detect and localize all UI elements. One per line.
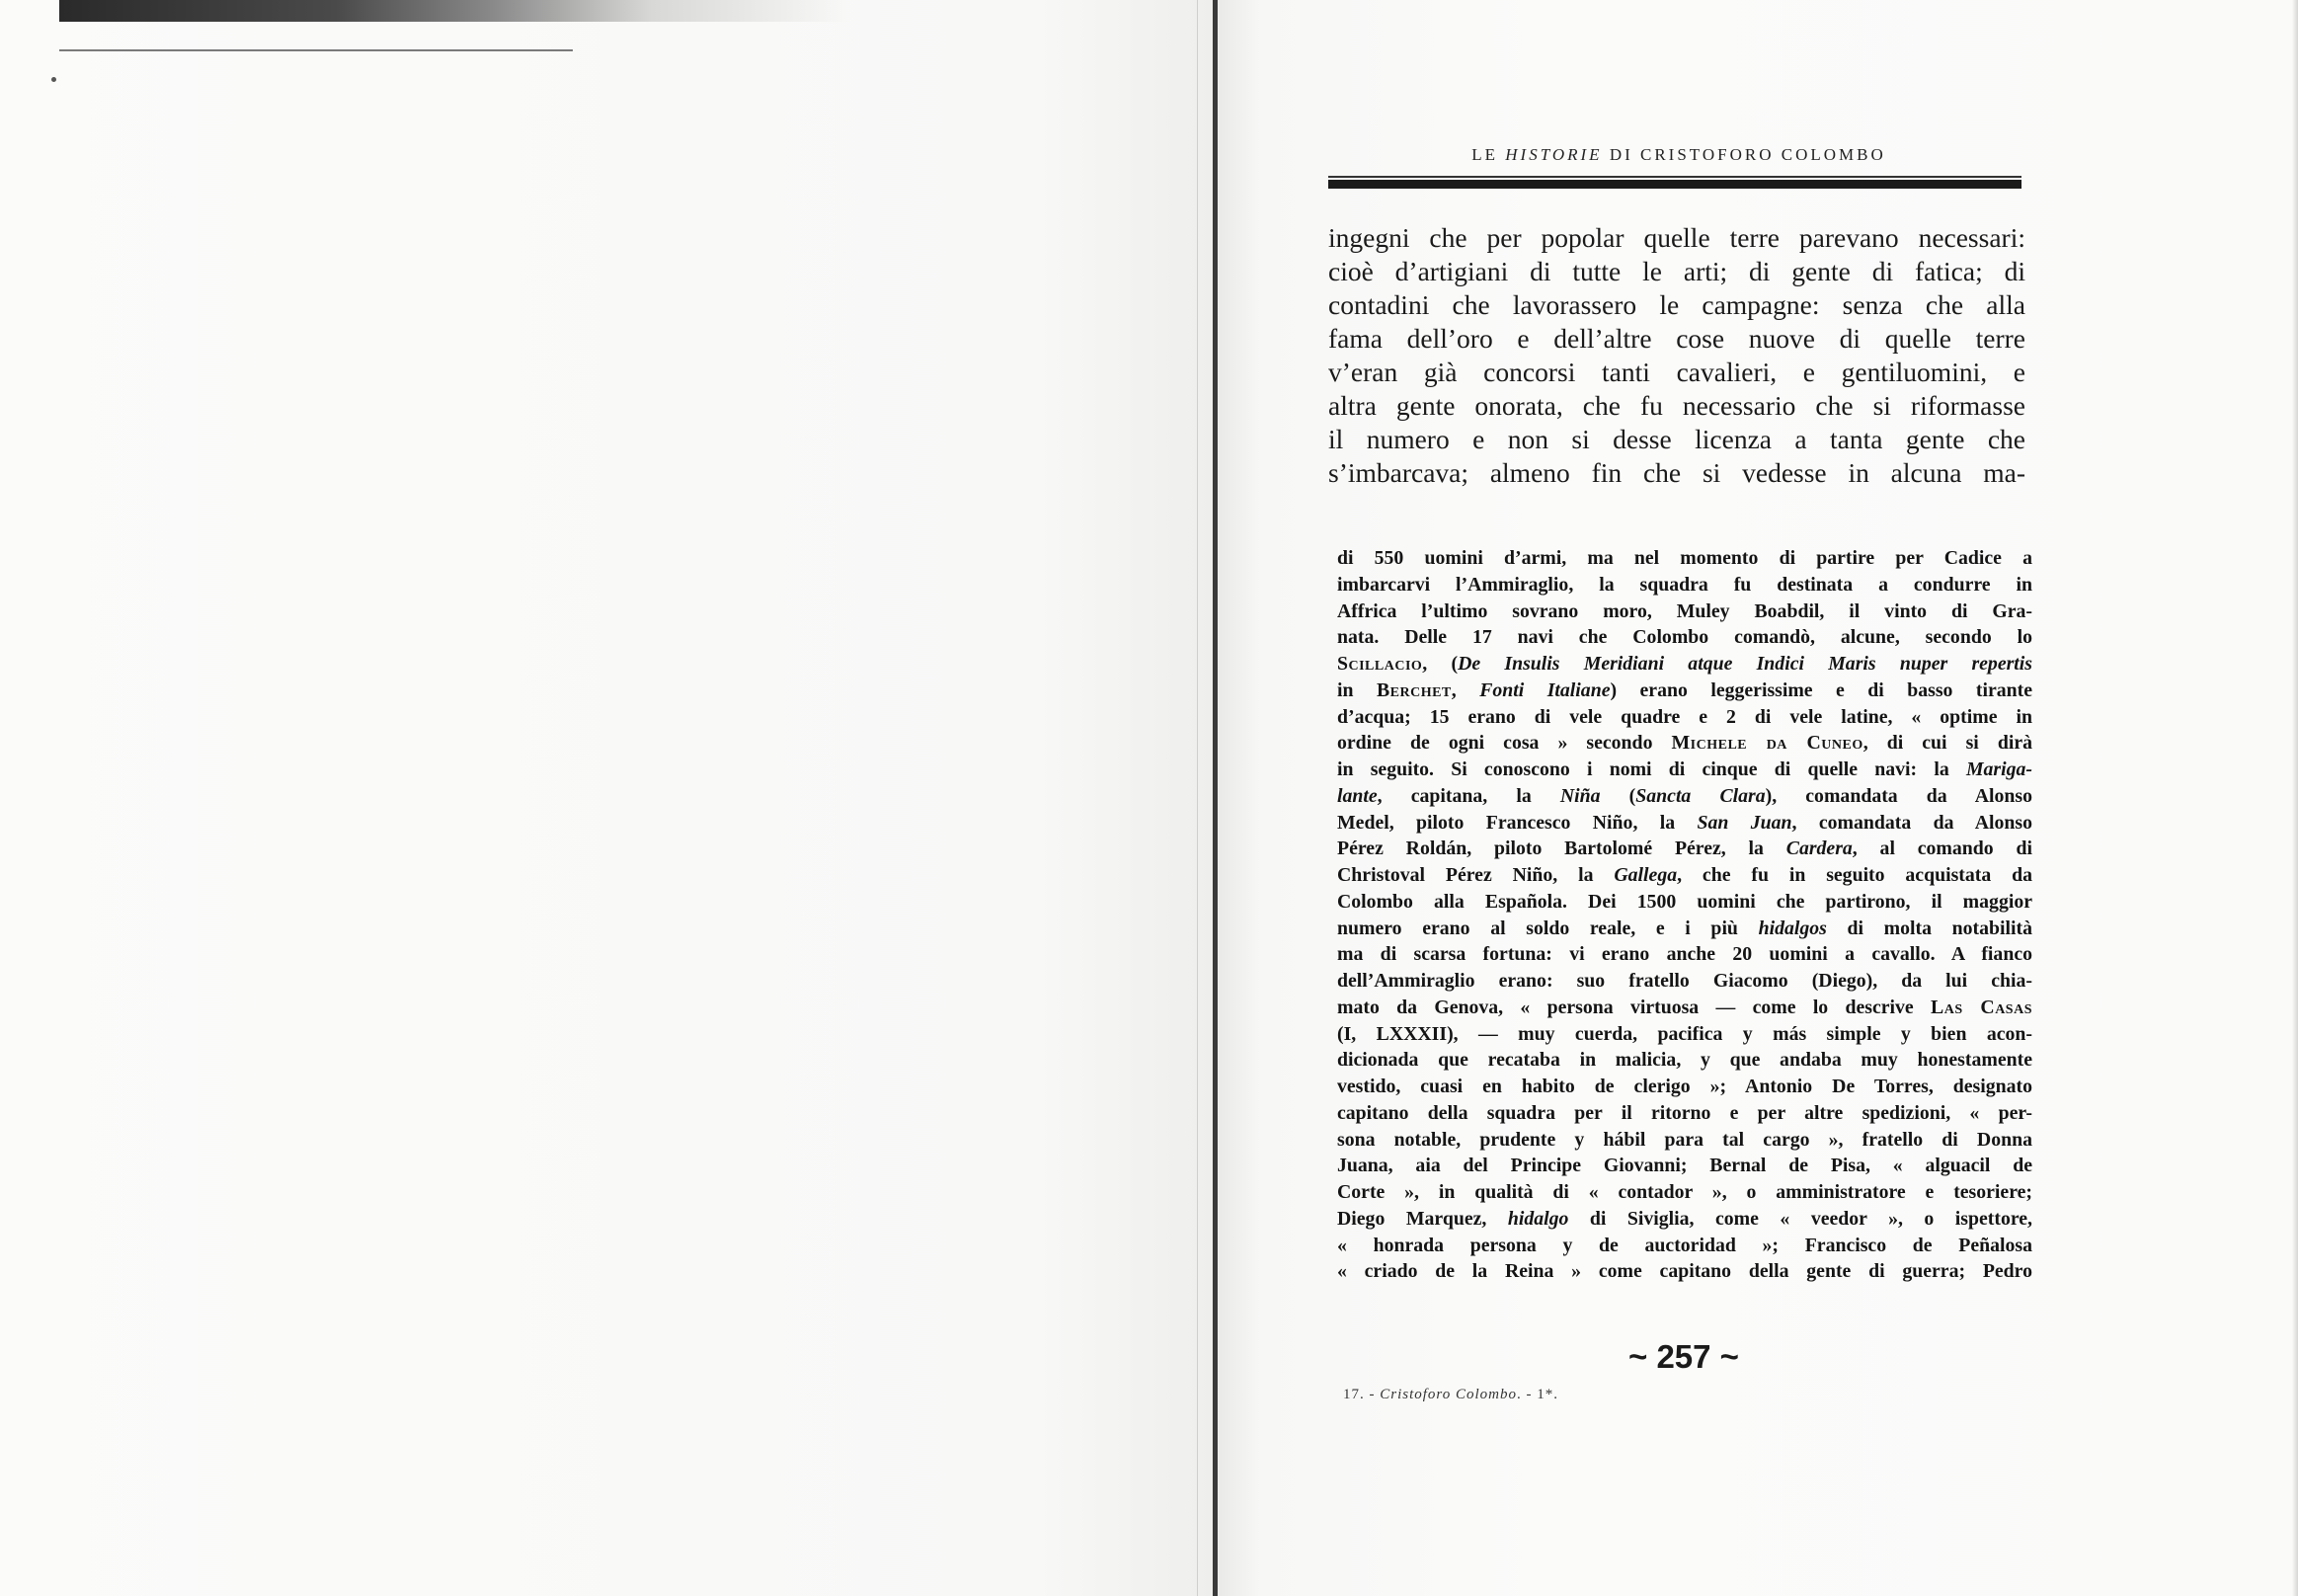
- author-berchet: Berchet: [1376, 678, 1452, 701]
- note-line: Affrica l’ultimo sovrano moro, Muley Boabdil, il vinto di Gra-: [1337, 599, 2032, 622]
- note-fragment: in: [1337, 678, 1377, 701]
- body-line: ingegni che per popolar quelle terre parevano necessari:: [1328, 222, 2025, 253]
- note-line: [1337, 730, 2032, 757]
- term-italic: hidalgos: [1758, 917, 1827, 939]
- page-number: ~ 257 ~: [1628, 1338, 1739, 1375]
- note-fragment: , capitana, la: [1377, 784, 1560, 807]
- signature-prefix: 17. -: [1343, 1387, 1381, 1402]
- note-fragment: , (: [1422, 653, 1459, 675]
- ship-name-italic: San Juan: [1697, 811, 1792, 834]
- note-fragment: di Siviglia, come « veedor », o ispettore,: [1568, 1207, 2032, 1230]
- note-title-italic: Fonti Italiane: [1479, 678, 1611, 701]
- note-fragment: ), comandata da Alonso: [1765, 784, 2032, 807]
- ship-name-italic: Sancta Clara: [1635, 784, 1766, 807]
- body-line: altra gente onorata, che fu necessario che si riformasse: [1328, 390, 2025, 421]
- note-line: [1337, 678, 2032, 704]
- note-line: [1337, 916, 2032, 942]
- ship-name-italic: lante: [1337, 784, 1378, 807]
- note-line: [1337, 757, 2032, 783]
- note-fragment: ,: [1451, 678, 1480, 701]
- note-line: ma di scarsa fortuna: vi erano anche 20 uomini a cavallo. A fianco: [1337, 943, 2032, 966]
- scan-speck: [51, 77, 56, 82]
- scan-line: [59, 49, 573, 51]
- note-line: sona notable, prudente y hábil para tal cargo », fratello di Donna: [1337, 1128, 2032, 1151]
- body-line: fama dell’oro e dell’altre cose nuove di quelle terre: [1328, 323, 2025, 354]
- note-fragment: Medel, piloto Francesco Niño, la: [1337, 811, 1698, 834]
- ship-name-italic: Mariga-: [1965, 758, 2032, 780]
- note-line: nata. Delle 17 navi che Colombo comandò, alcune, secondo lo: [1337, 626, 2032, 649]
- body-line: cioè d’artigiani di tutte le arti; di gente di fatica; di: [1328, 256, 2025, 286]
- note-line: vestido, cuasi en habito de clerigo »; Antonio De Torres, designato: [1337, 1076, 2032, 1097]
- note-fragment: , che fu in seguito acquistata da: [1677, 864, 2033, 886]
- page-fold-line: [1197, 0, 1198, 1596]
- book-gutter: [1213, 0, 1218, 1596]
- note-fragment: , comandata da Alonso: [1791, 811, 2032, 834]
- main-body-text: [1328, 221, 2025, 490]
- note-line: capitano della squadra per il ritorno e per altre spedizioni, « per-: [1337, 1101, 2032, 1124]
- footnote-block: [1337, 545, 2032, 1285]
- note-fragment: ) erano leggerissime e di basso tirante: [1610, 678, 2032, 701]
- note-fragment: , al comando di: [1852, 838, 2032, 860]
- note-line: Juana, aia del Principe Giovanni; Bernal de Pisa, « alguacil de: [1337, 1155, 2032, 1177]
- note-line: [1337, 1206, 2032, 1233]
- note-line: imbarcarvi l’Ammiraglio, la squadra fu destinata a condurre in: [1337, 573, 2032, 596]
- author-las-casas: Las Casas: [1931, 996, 2032, 1018]
- note-fragment: (: [1600, 784, 1636, 807]
- ship-name-italic: Cardera: [1785, 838, 1853, 860]
- note-title-italic: De Insulis Meridiani atque Indici Maris nuper repertis: [1458, 653, 2032, 675]
- body-line: s’imbarcava; almeno fin che si vedesse in alcuna ma-: [1328, 457, 2025, 488]
- ship-name-italic: Gallega: [1614, 864, 1678, 886]
- note-fragment: in seguito. Si conoscono i nomi di cinque di quelle navi: la: [1337, 758, 1966, 780]
- printer-signature: [1343, 1383, 1639, 1406]
- header-rule-thin: [1328, 176, 2021, 178]
- running-head-italic: HISTORIE: [1505, 145, 1603, 164]
- note-fragment: numero erano al soldo reale, e i più: [1337, 917, 1759, 939]
- note-line: « criado de la Reina » come capitano della gente di guerra; Pedro: [1337, 1260, 2032, 1283]
- note-line: [1337, 810, 2032, 837]
- note-line: Corte », in qualità di « contador », o amministratore e tesoriere;: [1337, 1181, 2032, 1203]
- note-line: dicionada que recataba in malicia, y que andaba muy honestamente: [1337, 1049, 2032, 1072]
- note-line: d’acqua; 15 erano di vele quadre e 2 di vele latine, « optime in: [1337, 705, 2032, 728]
- note-line: di 550 uomini d’armi, ma nel momento di partire per Cadice a: [1337, 547, 2032, 569]
- signature-title: Cristoforo Colombo: [1380, 1387, 1517, 1402]
- note-line: [1337, 995, 2032, 1021]
- body-line: il numero e non si desse licenza a tanta gente che: [1328, 424, 2025, 454]
- note-fragment: , di cui si dirà: [1862, 732, 2033, 755]
- running-head: [1333, 140, 2024, 170]
- note-fragment: mato da Genova, « persona virtuosa — come lo descrive: [1337, 996, 1932, 1018]
- note-line: [1337, 836, 2032, 862]
- term-italic: hidalgo: [1507, 1207, 1569, 1230]
- note-line: (I, LXXXII), — muy cuerda, pacifica y más simple y bien acon-: [1337, 1022, 2032, 1045]
- body-line: v’eran già concorsi tanti cavalieri, e gentiluomini, e: [1328, 357, 2025, 387]
- note-fragment: Pérez Roldán, piloto Bartolomé Pérez, la: [1337, 838, 1786, 860]
- note-line: « honrada persona y de auctoridad »; Francisco de Peñalosa: [1337, 1234, 2032, 1256]
- note-line: dell’Ammiraglio erano: suo fratello Giacomo (Diego), da lui chia-: [1337, 970, 2032, 992]
- author-scillacio: Scillacio: [1337, 653, 1423, 675]
- note-fragment: ordine de ogni cosa » secondo: [1337, 732, 1672, 755]
- page-edge-shadow: [2292, 0, 2298, 1596]
- header-rule-thick: [1328, 180, 2021, 189]
- note-fragment: Diego Marquez,: [1337, 1207, 1508, 1230]
- signature-suffix: . - 1*.: [1516, 1387, 1558, 1402]
- note-line: [1337, 783, 2032, 810]
- note-line: [1337, 651, 2032, 678]
- author-michele-da-cuneo: Michele da Cuneo: [1671, 732, 1863, 755]
- running-head-prefix: LE: [1471, 145, 1506, 164]
- ship-name-italic: Niña: [1559, 784, 1601, 807]
- body-line: contadini che lavorassero le campagne: senza che alla: [1328, 289, 2025, 320]
- note-fragment: Christoval Pérez Niño, la: [1337, 864, 1615, 886]
- scan-smudge: [59, 0, 849, 22]
- note-line: [1337, 862, 2032, 889]
- note-line: Colombo alla Española. Dei 1500 uomini che partirono, il maggior: [1337, 890, 2032, 913]
- note-fragment: di molta notabilità: [1826, 917, 2032, 939]
- running-head-suffix: DI CRISTOFORO COLOMBO: [1602, 145, 1886, 164]
